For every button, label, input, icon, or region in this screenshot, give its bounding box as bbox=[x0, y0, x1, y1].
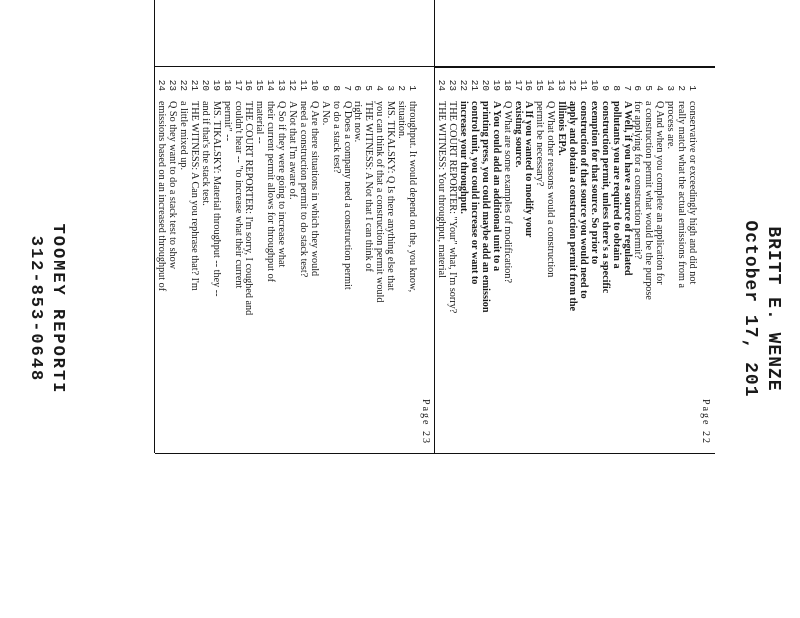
transcript-line: Q What are some examples of modification? bbox=[501, 101, 513, 283]
line-number: 13 bbox=[556, 79, 568, 91]
line-number: 10 bbox=[588, 79, 600, 91]
line-number: 7 bbox=[621, 85, 633, 91]
line-number: 16 bbox=[243, 79, 255, 91]
transcript-line bbox=[567, 0, 578, 63]
transcript-line: control unit, you could increase or want to bbox=[469, 101, 480, 285]
line-number: 2 bbox=[396, 85, 408, 91]
line-number: 22 bbox=[178, 79, 190, 91]
divider-line bbox=[434, 0, 435, 453]
transcript-line: permit be necessary? bbox=[534, 101, 546, 187]
transcript-line bbox=[436, 0, 447, 63]
transcript-line: existing source. bbox=[512, 101, 524, 168]
transcript-line: need a construction permit to do stack test? bbox=[298, 101, 309, 278]
transcript-line: construction of that source you would need to bbox=[578, 101, 589, 299]
firm-phone: 312-853-0648 bbox=[26, 235, 45, 383]
line-number: 23 bbox=[167, 79, 179, 91]
transcript-line bbox=[687, 0, 698, 63]
transcript-line: exemption for that source. So prior to bbox=[588, 101, 600, 265]
transcript-line bbox=[545, 0, 556, 63]
witness-header: BRITT E. WENZE bbox=[763, 226, 783, 392]
line-number: 21 bbox=[469, 79, 480, 91]
transcript-line bbox=[665, 0, 676, 63]
transcript-line: THE WITNESS: A Can you rephrase that? I'm bbox=[189, 101, 200, 291]
transcript-line bbox=[534, 0, 545, 63]
transcript-line bbox=[600, 0, 611, 63]
transcript-line: Q Does a company need a construction permit bbox=[341, 101, 353, 290]
transcript-line: process are. bbox=[665, 101, 677, 150]
line-number: 9 bbox=[319, 85, 331, 91]
transcript-line: A Well, if you have a source of regulated bbox=[621, 101, 633, 276]
line-number: 5 bbox=[643, 85, 655, 91]
transcript-line: throughput. It would depend on the, you know, bbox=[407, 101, 418, 293]
line-number: 24 bbox=[156, 79, 168, 91]
transcript-line: Q What other reasons would a construction bbox=[545, 101, 557, 278]
transcript-line: a construction permit what would be the purpose bbox=[643, 101, 655, 300]
transcript-line bbox=[556, 0, 567, 63]
transcript-line bbox=[622, 0, 633, 63]
transcript-line bbox=[654, 0, 665, 63]
transcript-line: Q And when you complete an application for bbox=[654, 101, 666, 285]
line-number: 23 bbox=[447, 79, 459, 91]
divider-line bbox=[154, 0, 155, 453]
line-number: 22 bbox=[458, 79, 470, 91]
transcript-line bbox=[469, 0, 480, 63]
transcript-line bbox=[502, 0, 513, 63]
line-number: 19 bbox=[210, 79, 222, 91]
line-number: 1 bbox=[687, 85, 698, 91]
transcript-line: construction permit, unless there's a specific bbox=[599, 101, 611, 294]
transcript-line: A Not that I'm aware of. bbox=[287, 101, 299, 200]
line-number: 17 bbox=[512, 79, 524, 91]
line-number: 1 bbox=[407, 85, 418, 91]
line-number: 10 bbox=[308, 79, 320, 91]
page-23-panel bbox=[155, 66, 435, 454]
line-number: 6 bbox=[632, 85, 644, 91]
transcript-line bbox=[578, 0, 589, 63]
transcript-line: situation. bbox=[396, 101, 408, 139]
transcript-line bbox=[643, 0, 654, 63]
transcript-line: Q So they want to do a stack test to show bbox=[167, 101, 179, 270]
line-number: 6 bbox=[352, 85, 364, 91]
date-header: October 17, 201 bbox=[740, 220, 760, 398]
page-22-panel bbox=[435, 66, 715, 454]
transcript-line bbox=[513, 0, 524, 63]
line-number: 19 bbox=[490, 79, 502, 91]
line-number: 24 bbox=[436, 79, 448, 91]
line-number: 4 bbox=[654, 85, 666, 91]
transcript-line: THE WITNESS: A Not that I can think of bbox=[363, 101, 375, 272]
transcript-line: Q So if they were going to increase what bbox=[276, 101, 288, 268]
transcript-line: MS. TIKALSKY: Material throughput -- they -- bbox=[210, 101, 222, 297]
line-number: 16 bbox=[523, 79, 535, 91]
transcript-line bbox=[447, 0, 458, 63]
transcript-line: permit" -- bbox=[221, 101, 233, 142]
line-number: 20 bbox=[479, 79, 491, 91]
line-number: 2 bbox=[676, 85, 688, 91]
page-number: Page 23 bbox=[420, 399, 431, 445]
line-number: 15 bbox=[534, 79, 546, 91]
line-number: 21 bbox=[189, 79, 200, 91]
transcript-line: THE COURT REPORTER: "Your" what, I'm sorry? bbox=[447, 101, 459, 314]
reporting-firm: TOOMEY REPORTI bbox=[48, 223, 67, 395]
line-number: 8 bbox=[330, 85, 342, 91]
line-number: 13 bbox=[276, 79, 288, 91]
line-number: 17 bbox=[232, 79, 244, 91]
transcript-line: really match what the actual emissions from a bbox=[676, 101, 688, 288]
page-24-panel bbox=[435, 0, 715, 68]
transcript-line: a little mixed up. bbox=[178, 101, 190, 171]
transcript-line bbox=[676, 0, 687, 63]
line-number: 18 bbox=[221, 79, 233, 91]
transcript-line bbox=[491, 0, 502, 63]
line-number: 8 bbox=[610, 85, 622, 91]
transcript-line: pollutants you are required to obtain a bbox=[610, 101, 622, 269]
transcript-line: A If you wanted to modify your bbox=[523, 101, 535, 238]
transcript-line: increase your throughput. bbox=[458, 101, 470, 214]
line-number: 4 bbox=[374, 85, 386, 91]
line-number: 11 bbox=[298, 79, 309, 91]
transcript-line: material -- bbox=[254, 101, 266, 144]
transcript-line bbox=[589, 0, 600, 63]
transcript-line: Q Are there situations in which they would bbox=[308, 101, 320, 277]
transcript-line bbox=[458, 0, 469, 63]
transcript-line bbox=[480, 0, 491, 63]
transcript-line: you can think of that a construction permit would bbox=[374, 101, 386, 303]
line-number: 14 bbox=[545, 79, 557, 91]
page-number: Page 22 bbox=[700, 399, 711, 445]
transcript-line: Illinois EPA. bbox=[556, 101, 568, 156]
line-number: 12 bbox=[567, 79, 579, 91]
transcript-line: printing press, you could maybe add an emission bbox=[479, 101, 491, 313]
line-number: 3 bbox=[665, 85, 677, 91]
transcript-line: THE COURT REPORTER: I'm sorry, I coughed and bbox=[243, 101, 255, 316]
line-number: 12 bbox=[287, 79, 299, 91]
transcript-line: A No. bbox=[319, 101, 331, 126]
transcript-line: for applying for a construction permit? bbox=[632, 101, 644, 260]
line-number: 15 bbox=[254, 79, 266, 91]
transcript-line: and if that's the stack test. bbox=[199, 101, 211, 206]
line-number: 14 bbox=[265, 79, 277, 91]
transcript-line bbox=[633, 0, 644, 63]
transcript-line: couldn't hear -- "to increase what their current bbox=[232, 101, 244, 289]
transcript-line: apply and obtain a construction permit from the bbox=[567, 101, 579, 312]
line-number: 7 bbox=[341, 85, 353, 91]
line-number: 3 bbox=[385, 85, 397, 91]
line-number: 5 bbox=[363, 85, 375, 91]
transcript-line: emissions based on an increased throughput of bbox=[156, 101, 168, 292]
transcript-line bbox=[611, 0, 622, 63]
transcript-line bbox=[524, 0, 535, 63]
line-number: 9 bbox=[599, 85, 611, 91]
transcript-line: conservative or exceedingly high and did not bbox=[687, 101, 698, 285]
transcript-line: right now. bbox=[352, 101, 364, 143]
line-number: 11 bbox=[578, 79, 589, 91]
transcript-line: THE WITNESS: Your throughput, material bbox=[436, 101, 448, 278]
transcript-line: their current permit allows for throughput of bbox=[265, 101, 277, 283]
transcript-line: A You could add an additional unit to a bbox=[490, 101, 502, 272]
line-number: 20 bbox=[199, 79, 211, 91]
transcript-line: to do a stack test? bbox=[330, 101, 342, 174]
transcript-line: MS. TIKALSKY: Q Is there anything else that bbox=[385, 101, 397, 291]
line-number: 18 bbox=[501, 79, 513, 91]
